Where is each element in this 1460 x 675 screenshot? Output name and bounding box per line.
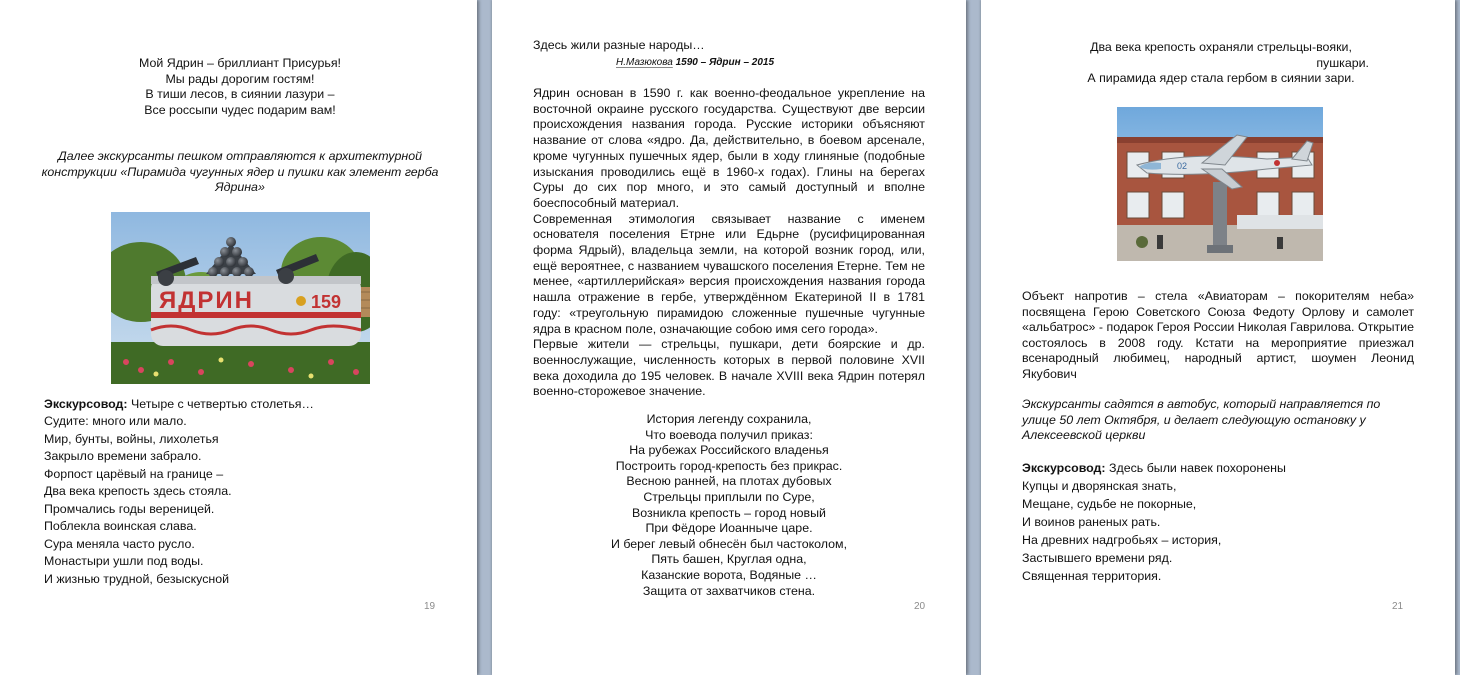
verse-line: Сура меняла часто русло. (44, 536, 195, 551)
verse-line: Закрыло времени забрало. (44, 449, 202, 464)
photo-cannonball-pyramid (111, 212, 370, 384)
guide-label: Экскурсовод: (1022, 461, 1106, 475)
verse-line: История легенду сохранила, (646, 412, 812, 426)
page20-article (533, 86, 925, 400)
document-page-21 (981, 0, 1455, 675)
verse-line: Священная территория. (1022, 568, 1162, 583)
verse-line: А пирамида ядер стала гербом в сиянии зари. (1087, 71, 1355, 86)
verse-line: Пять башен, Круглая одна, (651, 552, 807, 567)
guide-first-line: Экскурсовод: Здесь были навек похоронены (1022, 461, 1286, 475)
page21-paragraph: Объект напротив – стела «Авиаторам – покорителям неба» посвящена Герою Советского Союза Федоту Орлову и самолет «альбатрос» - подарок Героя России Николая Гаврилова. Открытие состоялось в 2008 году. Кстати на мероприятие приезжал всенародный любимец, народный артист, шоумен Леонид Якубович (1022, 289, 1414, 381)
photo-sign-year: 159 (311, 292, 342, 312)
verse-line: И воинов раненых рать. (1022, 514, 1161, 529)
article-paragraph: Ядрин основан в 1590 г. как военно-феодальное укрепление на восточной окраине русского государства. Существуют две версии происхождения названия города. Русские историки объясняют название от слова «ядро. Да, действительно, в боевом арсенале, кроме чугунных пушечных ядер, были в ходу глиняные (подобные изыскания проводились ещё в 1960-х годах). Глины на берегах Суры до сих пор много, и это самый доступный и вполне боеспособный материал. (533, 86, 925, 210)
photo-sign-text: ЯДРИН (159, 287, 254, 314)
verse-line: И берег левый обнесён был частоколом, (610, 536, 848, 551)
verse-line: Казанские ворота, Водяные … (641, 567, 817, 582)
verse-line: Мещане, судьбе не покорные, (1022, 496, 1197, 511)
verse-line: пушкари. (1316, 55, 1369, 70)
document-page-19 (0, 0, 477, 675)
verse-line: Поблекла воинская слава. (44, 519, 197, 534)
page19-italic-note: Далее экскурсанты пешком отправляются к архитектурной конструкции «Пирамида чугунных ядер и пушки как элемент герба Ядрина» (41, 149, 439, 195)
poem-line: Мой Ядрин – бриллиант Присурья! (139, 56, 341, 70)
page21-top-verse (1021, 40, 1421, 87)
page-number: 20 (914, 601, 926, 612)
guide-label: Экскурсовод: (44, 397, 128, 411)
page-number: 19 (424, 601, 436, 612)
verse-line: Купцы и дворянская знать, (1022, 478, 1177, 493)
photo-plane-number: 02 (1177, 161, 1188, 171)
verse-line: Застывшего времени ряд. (1022, 550, 1173, 565)
photo-aviators-stele (1117, 107, 1323, 261)
page21-italic-note: Экскурсанты садятся в автобус, который направляется по улице 50 лет Октября, и делает следующую остановку у Алексеевской церкви (1022, 397, 1381, 443)
verse-line: Монастыри ушли под воды. (44, 554, 204, 569)
verse-line: Мир, бунты, войны, лихолетья (44, 431, 219, 446)
verse-line: Промчались годы вереницей. (44, 501, 215, 516)
page20-verse (533, 412, 925, 599)
article-paragraph: Современная этимология связывает название с именем основателя поселения Етрне или Едьрне (русифицированная форма Ядрый), владельца земли, на которой возник город, или, ещё вероятнее, с названием чувашского поселения Етерне. Тем не менее, «артиллерийская» версия происхождения названия города нашла отражение в гербе, утверждённом Екатериной II в 1781 году: «треугольную пирамидою сложенные пушечные чугунные ядра в красном поле, означающие собою имя сего города». (533, 211, 925, 336)
verse-line: Защита от захватчиков стена. (642, 583, 816, 598)
poem-line: Все россыпи чудес подарим вам! (144, 102, 336, 117)
verse-line: Весною ранней, на плотах дубовых (626, 474, 832, 489)
signature-title: 1590 – Ядрин – 2015 (672, 57, 775, 68)
verse-line: И жизнью трудной, безыскусной (44, 571, 230, 586)
verse-line: Два века крепость здесь стояла. (44, 484, 232, 499)
poem-line: В тиши лесов, в сиянии лазури – (145, 87, 335, 102)
verse-line: Возникла крепость – город новый (632, 505, 826, 520)
page19-poem (60, 56, 420, 118)
verse-line: На рубежах Российского владенья (629, 443, 829, 458)
page20-intro-line: Здесь жили разные народы… (533, 38, 705, 52)
poem-line: Мы рады дорогим гостям! (165, 71, 315, 86)
page20-signature (616, 56, 916, 69)
verse-line: Форпост царёвый на границе – (44, 466, 224, 481)
page-number: 21 (1392, 601, 1404, 612)
document-page-20 (492, 0, 966, 675)
verse-line: При Фёдоре Иоанныче царе. (645, 521, 813, 536)
guide-first-line: Экскурсовод: Четыре с четвертью столетья… (44, 397, 314, 411)
signature-name: Н.Мазюкова (616, 57, 673, 68)
page21-guide-verse (1022, 461, 1422, 585)
verse-line: Построить город-крепость без прикрас. (615, 458, 843, 473)
verse-line: Два века крепость охраняли стрельцы-вояки, (1090, 40, 1352, 54)
verse-line: Судите: много или мало. (44, 414, 187, 429)
verse-line: На древних надгробьях – история, (1022, 532, 1222, 547)
page19-guide-verse (44, 397, 444, 587)
verse-line: Что воевода получил приказ: (645, 427, 813, 442)
article-paragraph: Первые жители — стрельцы, пушкари, дети боярские и др. военнослужащие, численность которых в первой половине XVII века доходила до 195 человек. В начале XVIII века Ядрин потерял военно-сторожевое значение. (533, 337, 925, 399)
verse-line: Стрельцы приплыли по Суре, (643, 489, 815, 504)
